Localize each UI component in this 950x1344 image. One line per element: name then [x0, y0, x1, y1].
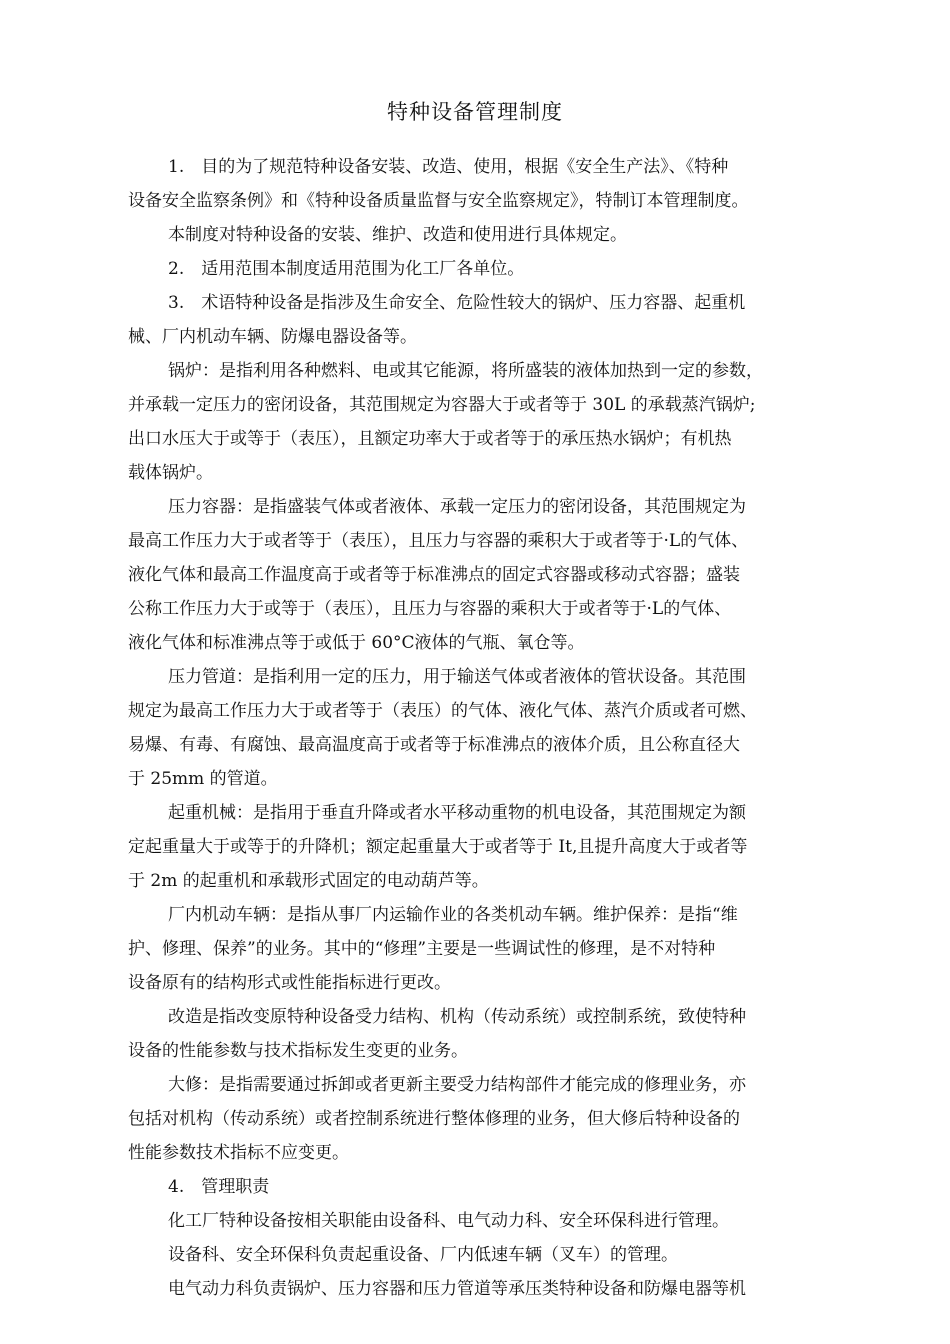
body-line: 于 2m 的起重机和承载形式固定的电动葫芦等。 — [128, 871, 489, 891]
body-line: 载体锅炉。 — [128, 463, 213, 483]
body-line: 液化气体和最高工作温度高于或者等于标准沸点的固定式容器或移动式容器；盛装 — [128, 565, 740, 585]
body-line: 设备安全监察条例》和《特种设备质量监督与安全监察规定》，特制订本管理制度。 — [128, 191, 749, 211]
body-line: 包括对机构（传动系统）或者控制系统进行整体修理的业务，但大修后特种设备的 — [128, 1109, 740, 1129]
body-line: 设备科、安全环保科负责起重设备、厂内低速车辆（叉车）的管理。 — [168, 1245, 678, 1265]
body-line: 规定为最高工作压力大于或者等于（表压）的气体、液化气体、蒸汽介质或者可燃、 — [128, 701, 757, 721]
body-line: 4. 管理职责 — [168, 1177, 270, 1197]
body-line: 设备原有的结构形式或性能指标进行更改。 — [128, 973, 451, 993]
body-line: 化工厂特种设备按相关职能由设备科、电气动力科、安全环保科进行管理。 — [168, 1211, 729, 1231]
body-line: 液化气体和标准沸点等于或低于 60°C液体的气瓶、氧仓等。 — [128, 633, 585, 653]
body-line: 易爆、有毒、有腐蚀、最高温度高于或者等于标准沸点的液体介质，且公称直径大 — [128, 735, 740, 755]
body-line: 电气动力科负责锅炉、压力容器和压力管道等承压类特种设备和防爆电器等机 — [168, 1279, 746, 1299]
document-body — [128, 150, 828, 1306]
body-line: 出口水压大于或等于（表压），且额定功率大于或者等于的承压热水锅炉；有机热 — [128, 429, 732, 449]
body-line: 厂内机动车辆：是指从事厂内运输作业的各类机动车辆。维护保养：是指“维 — [168, 905, 738, 925]
document-title: 特种设备管理制度 — [387, 100, 563, 124]
body-line: 改造是指改变原特种设备受力结构、机构（传动系统）或控制系统，致使特种 — [168, 1007, 746, 1027]
body-line: 锅炉：是指利用各种燃料、电或其它能源，将所盛装的液体加热到一定的参数， — [168, 361, 763, 381]
body-line: 2. 适用范围本制度适用范围为化工厂各单位。 — [168, 259, 525, 279]
body-line: 压力管道：是指利用一定的压力，用于输送气体或者液体的管状设备。其范围 — [168, 667, 746, 687]
body-line: 并承载一定压力的密闭设备，其范围规定为容器大于或者等于 30L 的承载蒸汽锅炉; — [128, 395, 756, 415]
body-line: 定起重量大于或等于的升降机；额定起重量大于或者等于 It,且提升高度大于或者等 — [128, 837, 748, 857]
body-line: 护、修理、保养”的业务。其中的“修理”主要是一些调试性的修理，是不对特种 — [128, 939, 716, 959]
body-line: 大修：是指需要通过拆卸或者更新主要受力结构部件才能完成的修理业务，亦 — [168, 1075, 746, 1095]
body-line: 性能参数技术指标不应变更。 — [128, 1143, 349, 1163]
body-line: 于 25mm 的管道。 — [128, 769, 278, 789]
body-line: 械、厂内机动车辆、防爆电器设备等。 — [128, 327, 417, 347]
body-line: 起重机械：是指用于垂直升降或者水平移动重物的机电设备，其范围规定为额 — [168, 803, 746, 823]
body-line: 最高工作压力大于或者等于（表压），且压力与容器的乘积大于或者等于·L的气体、 — [128, 531, 749, 551]
body-line: 压力容器：是指盛装气体或者液体、承载一定压力的密闭设备，其范围规定为 — [168, 497, 746, 517]
body-line: 设备的性能参数与技术指标发生变更的业务。 — [128, 1041, 468, 1061]
body-line: 本制度对特种设备的安装、维护、改造和使用进行具体规定。 — [168, 225, 627, 245]
body-line: 1. 目的为了规范特种设备安装、改造、使用，根据《安全生产法》、《特种 — [168, 157, 729, 177]
body-line: 3. 术语特种设备是指涉及生命安全、危险性较大的锅炉、压力容器、起重机 — [168, 293, 746, 313]
body-line: 公称工作压力大于或等于（表压），且压力与容器的乘积大于或者等于·L的气体、 — [128, 599, 732, 619]
